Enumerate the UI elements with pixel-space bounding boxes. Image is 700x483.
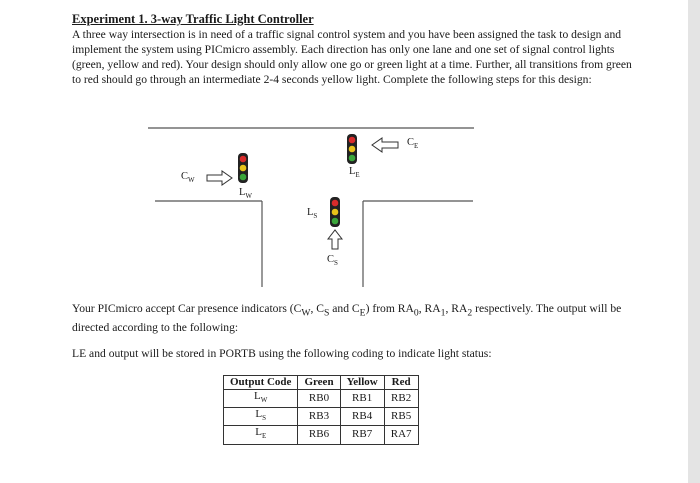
header-green: Green xyxy=(298,376,340,390)
intersection-diagram xyxy=(0,115,500,295)
arrow-left-icon xyxy=(372,138,398,152)
label-le: $L_E$ xyxy=(349,166,360,180)
scrollbar-gutter[interactable] xyxy=(688,0,700,483)
output-paragraph: LE and output will be stored in PORTB using the following coding to indicate light status: xyxy=(72,347,492,360)
cell-code: $L_E$ xyxy=(224,426,298,444)
light-e-yellow xyxy=(349,146,356,153)
table-row xyxy=(224,408,419,426)
header-output-code: Output Code xyxy=(224,376,298,390)
arrow-right-icon xyxy=(207,171,232,185)
label-ce: $C_E$ xyxy=(407,137,419,151)
inputs-paragraph: Your PICmicro accept Car presence indicators ($C_W$, $C_S$ and $C_E$) from $RA_0$, $RA_1$, $RA_2$ respectively. The output will be directed according to the following: xyxy=(72,302,622,335)
light-s-green xyxy=(332,218,339,225)
cell-yellow: RB1 xyxy=(340,390,384,408)
light-w-yellow xyxy=(240,165,247,172)
intro-paragraph: A three way intersection is in need of a traffic signal control system and you have been assigned the task to design and implement the system using PICmicro assembly. Each direction has only one lane and one set of signal control lights (green, yellow and red). Your design should only allow one go or green light at a time. Further, all transitions from green to red should go through an intermediate 2-4 seconds yellow light. Complete the following steps for this design: xyxy=(72,28,632,86)
cell-green: RB6 xyxy=(298,426,340,444)
cell-green: RB3 xyxy=(298,408,340,426)
light-coding-table xyxy=(223,375,419,445)
cell-yellow: RB7 xyxy=(340,426,384,444)
header-yellow: Yellow xyxy=(340,376,384,390)
light-e-green xyxy=(349,155,356,162)
light-s-red xyxy=(332,200,339,207)
traffic-light-south xyxy=(330,197,340,227)
cell-red: RB5 xyxy=(384,408,418,426)
light-w-green xyxy=(240,174,247,181)
table-row xyxy=(224,390,419,408)
cell-green: RB0 xyxy=(298,390,340,408)
header-red: Red xyxy=(384,376,418,390)
table-header-row xyxy=(224,376,419,390)
traffic-light-east xyxy=(347,134,357,164)
cell-red: RA7 xyxy=(384,426,418,444)
arrow-up-icon xyxy=(328,230,342,249)
table-row xyxy=(224,426,419,444)
light-s-yellow xyxy=(332,209,339,216)
label-cs: $C_S$ xyxy=(327,254,338,268)
light-e-red xyxy=(349,137,356,144)
cell-code: $L_W$ xyxy=(224,390,298,408)
light-w-red xyxy=(240,156,247,163)
cell-red: RB2 xyxy=(384,390,418,408)
label-cw: $C_W$ xyxy=(181,171,195,185)
experiment-title: Experiment 1. 3-way Traffic Light Controller xyxy=(72,12,314,26)
label-lw: $L_W$ xyxy=(239,187,253,201)
cell-code: $L_S$ xyxy=(224,408,298,426)
label-ls: $L_S$ xyxy=(307,207,318,221)
cell-yellow: RB4 xyxy=(340,408,384,426)
intersection-drawing xyxy=(0,115,500,295)
traffic-light-west xyxy=(238,153,248,183)
